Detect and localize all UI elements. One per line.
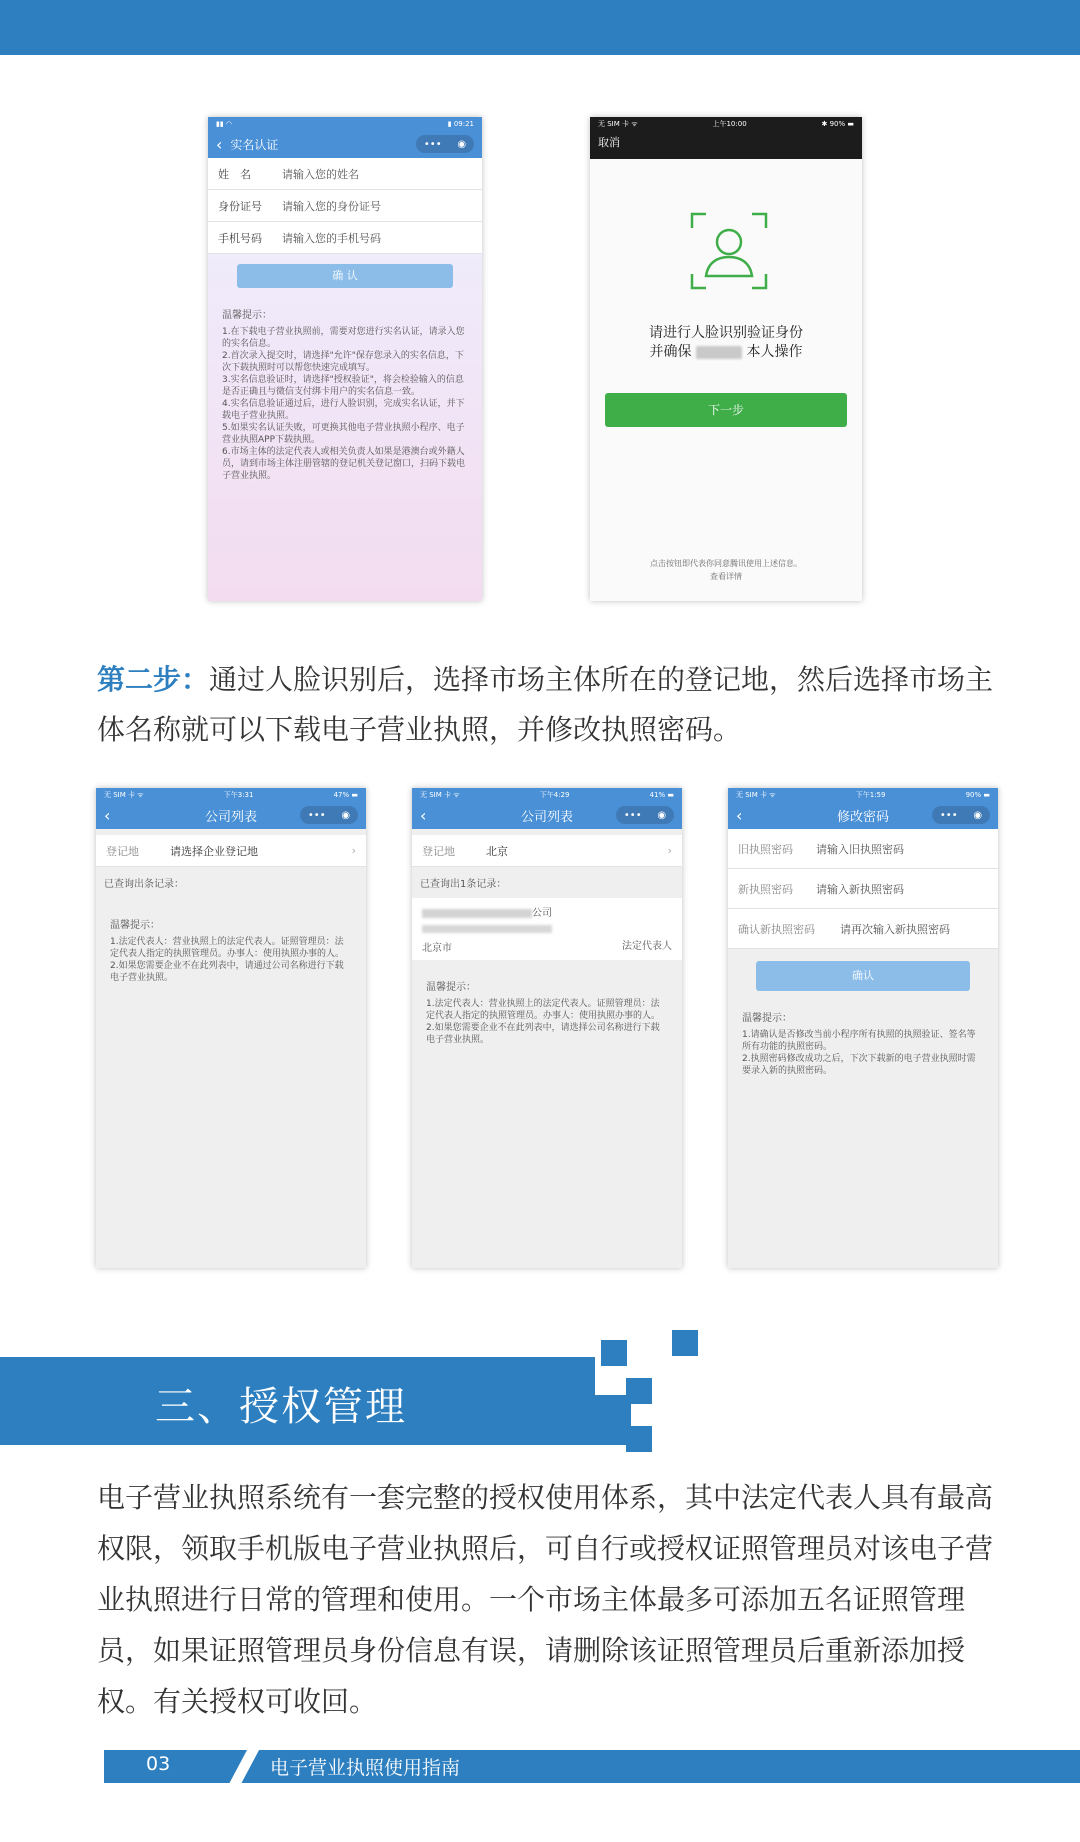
tip-item: 2.如果您需要企业不在此列表中，请通过公司名称进行下载电子营业执照。 [110, 961, 344, 983]
tips-title: 温馨提示： [742, 1013, 792, 1024]
status-bar [590, 117, 862, 130]
tip-item: 2.如果您需要企业不在此列表中，请选择公司名称进行下载电子营业执照。 [426, 1023, 660, 1045]
tips-block [208, 310, 482, 482]
field-label: 手机号码 [218, 231, 262, 245]
back-icon[interactable]: ‹ [216, 134, 223, 154]
tips-block [96, 920, 366, 984]
field-placeholder: 请输入旧执照密码 [816, 842, 904, 856]
status-right: ✱ 90% ▬ [821, 119, 854, 128]
back-icon[interactable]: ‹ [420, 805, 427, 825]
capsule-menu[interactable] [932, 806, 990, 824]
status-center: 上午10:00 [712, 119, 747, 128]
field-placeholder: 请输入您的身份证号 [282, 199, 381, 213]
tips-title: 温馨提示： [222, 310, 272, 321]
field-label: 旧执照密码 [738, 842, 793, 856]
confirm-button[interactable]: 确 认 [237, 264, 453, 288]
status-left: 无 SIM 卡 ᯤ [104, 790, 144, 799]
blurred-company-code [422, 925, 552, 933]
more-icon[interactable]: ••• [307, 809, 326, 821]
registration-value: 请选择企业登记地 [170, 844, 258, 858]
registration-label: 登记地 [106, 844, 139, 858]
status-left: 无 SIM 卡 ᯤ [736, 790, 776, 799]
close-circle-icon[interactable]: ◉ [973, 809, 983, 821]
phone-number-field[interactable] [208, 222, 482, 254]
close-circle-icon[interactable]: ◉ [657, 809, 667, 821]
confirm-password-field[interactable] [728, 909, 998, 949]
registration-select[interactable] [96, 835, 366, 867]
capsule-menu[interactable] [300, 806, 358, 824]
more-icon[interactable]: ••• [423, 138, 442, 150]
top-banner [0, 0, 1080, 55]
nav-title: 公司列表 [204, 809, 257, 825]
cancel-button[interactable]: 取消 [598, 136, 620, 149]
capsule-menu[interactable] [616, 806, 674, 824]
tips-block [728, 1013, 998, 1077]
status-bar [412, 788, 682, 801]
field-label: 身份证号 [218, 199, 262, 213]
back-icon[interactable]: ‹ [104, 805, 111, 825]
tip-item: 6.市场主体的法定代表人或相关负责人如果是港澳台或外籍人员，请到市场主体注册管辖的登记机关登记窗口，扫码下载电子营业执照。 [222, 447, 466, 481]
company-role: 法定代表人 [622, 941, 672, 952]
field-placeholder: 请输入您的手机号码 [282, 231, 381, 245]
nav-title: 实名认证 [230, 137, 279, 152]
status-right: 41% ▬ [649, 790, 674, 799]
chevron-right-icon: › [667, 844, 672, 857]
nav-bar [208, 130, 482, 158]
tip-item: 5.如果实名认证失败，可更换其他电子营业执照小程序、电子营业执照APP下载执照。 [222, 423, 465, 445]
view-details-link[interactable]: 查看详情 [710, 572, 742, 581]
close-circle-icon[interactable]: ◉ [457, 138, 467, 150]
nav-title: 公司列表 [520, 809, 573, 825]
status-left: ▮▮ ◠ [216, 119, 233, 128]
field-label: 确认新执照密码 [738, 922, 815, 936]
section-title: 三、授权管理 [155, 1384, 407, 1430]
decor-square [601, 1340, 627, 1366]
query-count: 已查询出条记录： [104, 879, 184, 890]
status-right: 47% ▬ [333, 790, 358, 799]
screenshot-company-list-result [412, 788, 682, 1268]
more-icon[interactable]: ••• [623, 809, 642, 821]
company-list-item[interactable] [412, 898, 682, 960]
step-2-text [97, 655, 997, 755]
query-count: 已查询出1条记录： [420, 879, 507, 890]
status-left: 无 SIM 卡 ᯤ [598, 119, 638, 128]
prompt-line-2: 并确保 本人操作 [649, 344, 803, 360]
nav-title: 修改密码 [836, 809, 889, 825]
confirm-button[interactable]: 确认 [756, 961, 970, 991]
tip-item: 2.执照密码修改成功之后，下次下载新的电子营业执照时需要录入新的执照密码。 [742, 1054, 976, 1076]
footer-title: 电子营业执照使用指南 [270, 1757, 461, 1779]
more-icon[interactable]: ••• [939, 809, 958, 821]
company-name: 公司 [422, 904, 672, 919]
status-center: 下午3:31 [223, 790, 254, 799]
field-placeholder: 请再次输入新执照密码 [840, 922, 950, 936]
status-center: 下午4:29 [539, 790, 570, 799]
status-right: ▮ 09:21 [447, 119, 474, 128]
capsule-menu[interactable] [416, 135, 474, 153]
screenshot-face-recognition [590, 117, 862, 601]
tip-item: 3.实名信息验证时，请选择"授权验证"，将会检验输入的信息是否正确且与微信支付绑卡用户的实名信息一致。 [222, 375, 464, 397]
tips-title: 温馨提示： [426, 982, 476, 993]
decor-square [672, 1330, 698, 1356]
step-2-label: 第二步： [97, 663, 210, 696]
tip-item: 1.请确认是否修改当前小程序所有执照的执照验证、签名等所有功能的执照密码。 [742, 1030, 976, 1052]
face-prompt [590, 324, 862, 362]
field-label: 姓 名 [218, 167, 251, 181]
nav-bar [728, 801, 998, 829]
blurred-company-name [422, 909, 532, 918]
consent-footer [590, 557, 862, 583]
screenshot-real-name-auth [208, 117, 482, 601]
back-icon[interactable]: ‹ [736, 805, 743, 825]
registration-value: 北京 [486, 844, 508, 858]
tip-item: 1.法定代表人：营业执照上的法定代表人。证照管理员：法定代表人指定的执照管理员。办事人：使用执照办事的人。 [110, 937, 345, 959]
registration-select[interactable] [412, 835, 682, 867]
status-bar [728, 788, 998, 801]
screenshot-company-list-empty [96, 788, 366, 1268]
chevron-right-icon: › [351, 844, 356, 857]
tip-item: 1.法定代表人：营业执照上的法定代表人。证照管理员：法定代表人指定的执照管理员。办事人：使用执照办事的人。 [426, 999, 661, 1021]
status-center: 下午1:59 [855, 790, 886, 799]
authorization-paragraph: 电子营业执照系统有一套完整的授权使用体系，其中法定代表人具有最高权限，领取手机版电子营业执照后，可自行或授权证照管理员对该电子营业执照进行日常的管理和使用。一个市场主体最多可添加五名证照管理员，如果证照管理员身份信息有误，请删除该证照管理员后重新添加授权。有关授权可收回。 [97, 1481, 994, 1718]
decor-square [626, 1426, 652, 1452]
status-left: 无 SIM 卡 ᯤ [420, 790, 460, 799]
form-body [208, 158, 482, 601]
next-button[interactable]: 下一步 [605, 393, 847, 427]
step-2-body: 通过人脸识别后，选择市场主体所在的登记地，然后选择市场主体名称就可以下载电子营业执照，并修改执照密码。 [97, 663, 994, 746]
page-number: 03 [146, 1753, 171, 1775]
decor-square [626, 1378, 652, 1404]
face-frame-icon [690, 212, 768, 290]
tips-block [412, 982, 682, 1046]
nav-bar [412, 801, 682, 829]
field-placeholder: 请输入新执照密码 [816, 882, 904, 896]
status-bar [96, 788, 366, 801]
consent-text: 点击按钮即代表你同意腾讯使用上述信息。 [650, 559, 802, 568]
new-password-field[interactable] [728, 869, 998, 909]
registration-label: 登记地 [422, 844, 455, 858]
tip-item: 4.实名信息验证通过后，进行人脸识别，完成实名认证，并下载电子营业执照。 [222, 399, 465, 421]
tip-item: 1.在下载电子营业执照前，需要对您进行实名认证，请录入您的实名信息。 [222, 327, 465, 349]
field-placeholder: 请输入您的姓名 [282, 167, 359, 181]
close-circle-icon[interactable]: ◉ [341, 809, 351, 821]
screenshot-change-password [728, 788, 998, 1268]
nav-bar [96, 801, 366, 829]
field-label: 新执照密码 [738, 882, 793, 896]
id-number-field[interactable] [208, 190, 482, 222]
prompt-line-1: 请进行人脸识别验证身份 [649, 325, 803, 341]
tip-item: 2.首次录入提交时，请选择"允许"保存您录入的实名信息，下次下载执照时可以帮您快速完成填写。 [222, 351, 464, 373]
old-password-field[interactable] [728, 829, 998, 869]
cancel-bar [590, 130, 862, 159]
status-bar [208, 117, 482, 130]
company-city: 北京市 [422, 943, 452, 954]
status-right: 90% ▬ [965, 790, 990, 799]
tips-title: 温馨提示： [110, 920, 160, 931]
blurred-name [696, 346, 742, 359]
name-field[interactable] [208, 158, 482, 190]
